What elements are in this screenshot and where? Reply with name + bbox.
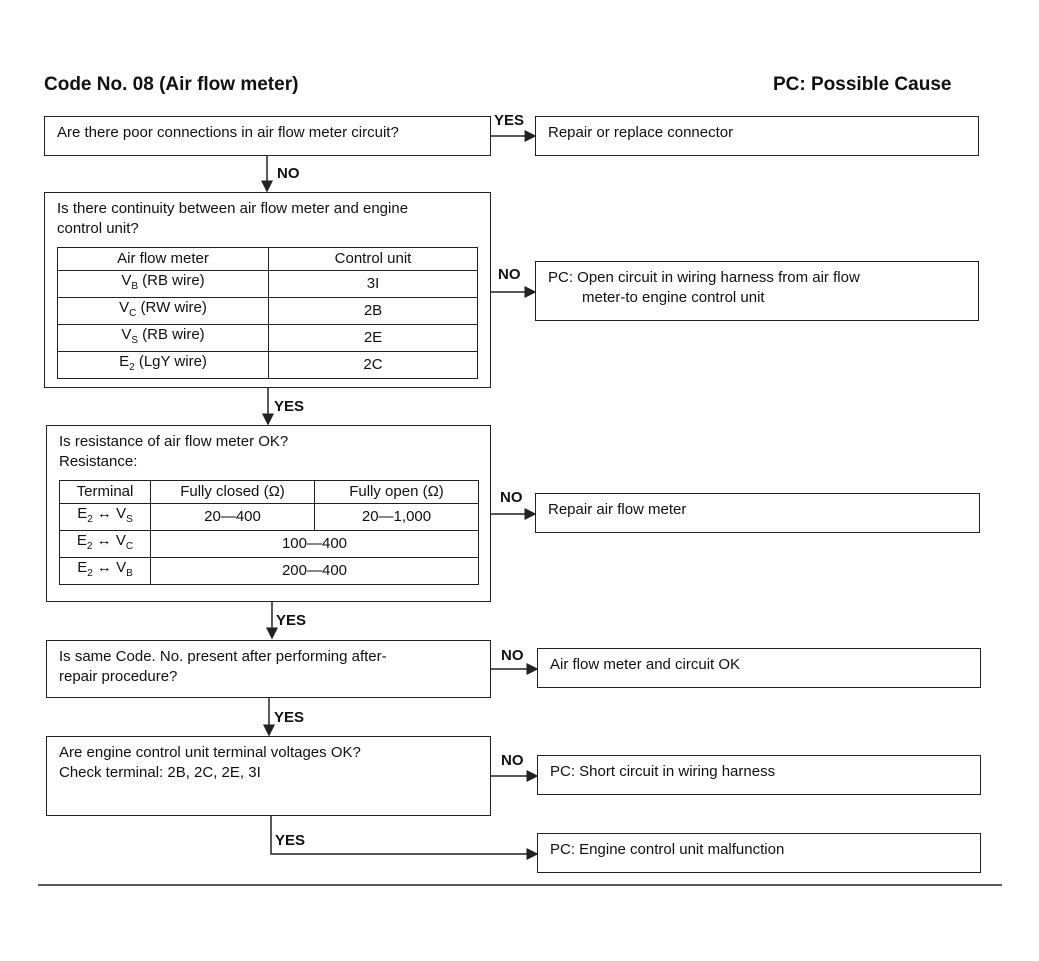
result-text: Repair or replace connector	[548, 124, 734, 141]
yes-label: YES	[274, 398, 305, 415]
question-line-1: Is there continuity between air flow meter and engine	[57, 200, 409, 217]
result-text: PC: Short circuit in wiring harness	[550, 763, 776, 780]
possible-cause-legend: PC: Possible Cause	[773, 74, 952, 95]
table-row: $E_2$ ↔ $V_B$ 200—400	[60, 558, 479, 585]
table-header: Air flow meter	[58, 248, 269, 271]
table-header: Terminal	[60, 481, 151, 504]
question-line-1: Is same Code. No. present after performing after-	[59, 648, 387, 665]
result-line-1: PC: Open circuit in wiring harness from air flow	[548, 269, 860, 286]
no-label: NO	[501, 647, 524, 664]
result-text: Repair air flow meter	[548, 501, 687, 518]
result-text: Air flow meter and circuit OK	[550, 656, 741, 673]
question-box-same-code	[46, 640, 491, 698]
result-box-circuit-ok	[537, 648, 981, 688]
question-line-2: repair procedure?	[59, 668, 178, 685]
question-line-1: Are engine control unit terminal voltages OK?	[59, 744, 361, 761]
question-line-1: Is resistance of air flow meter OK?	[59, 433, 289, 450]
result-box-repair-meter	[535, 493, 980, 533]
question-line-2: Check terminal: 2B, 2C, 2E, 3I	[59, 764, 261, 781]
resistance-table	[59, 480, 479, 585]
yes-label: YES	[276, 612, 307, 629]
result-line-2: meter-to engine control unit	[582, 289, 765, 306]
table-row: $E_2$ ↔ $V_C$ 100—400	[60, 531, 479, 558]
result-box-ecu-malfunction	[537, 833, 981, 873]
question-box-resistance	[46, 425, 491, 602]
result-box-open-circuit	[535, 261, 979, 321]
question-box-terminal-voltages	[46, 736, 491, 816]
table-header: Fully open (Ω)	[315, 481, 479, 504]
page-title: Code No. 08 (Air flow meter)	[44, 74, 299, 95]
result-box-short-circuit	[537, 755, 981, 795]
result-text: PC: Engine control unit malfunction	[550, 841, 785, 858]
table-row: $V_B$ (RB wire) 3I	[58, 271, 478, 298]
table-header: Control unit	[269, 248, 478, 271]
question-box-continuity	[44, 192, 491, 388]
table-row: $E_2$ ↔ $V_S$ 20—400 20—1,000	[60, 504, 479, 531]
table-row: $V_C$ (RW wire) 2B	[58, 298, 478, 325]
question-line-2: Resistance:	[59, 453, 138, 470]
table-row: $E_2$ (LgY wire) 2C	[58, 352, 478, 379]
yes-label: YES	[494, 112, 525, 129]
yes-label: YES	[274, 709, 305, 726]
question-text: Are there poor connections in air flow meter circuit?	[57, 124, 399, 141]
no-label: NO	[277, 165, 300, 182]
continuity-table	[57, 247, 478, 379]
table-row: $V_S$ (RB wire) 2E	[58, 325, 478, 352]
no-label: NO	[498, 266, 521, 283]
question-box-connections	[44, 116, 491, 156]
question-line-2: control unit?	[57, 220, 139, 237]
yes-label: YES	[275, 832, 306, 849]
result-box-repair-connector	[535, 116, 979, 156]
no-label: NO	[500, 489, 523, 506]
table-header: Fully closed (Ω)	[151, 481, 315, 504]
no-label: NO	[501, 752, 524, 769]
